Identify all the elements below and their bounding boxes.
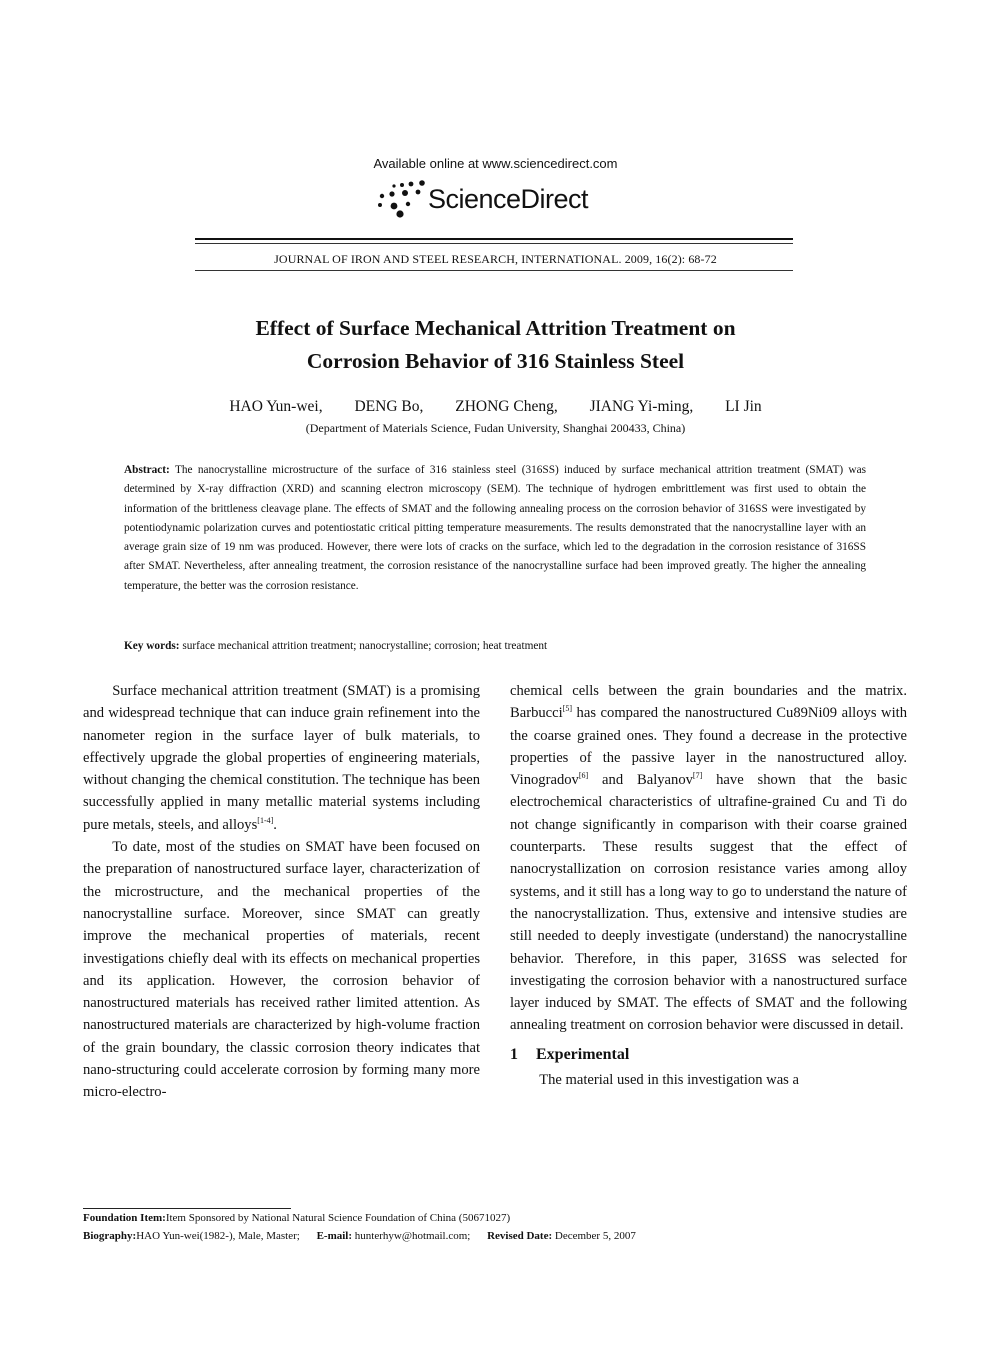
author-list xyxy=(0,398,991,416)
citation-ref: [6] xyxy=(578,771,589,781)
footnote-text: Item Sponsored by National Natural Science Foundation of China (50671027) xyxy=(165,1212,511,1224)
footnote-email: hunterhyw@hotmail.com; xyxy=(354,1230,471,1242)
paragraph-text: chemical cells between the grain boundaries and the matrix. Barbucci xyxy=(510,683,907,722)
title-line-2: Corrosion Behavior of 316 Stainless Steel xyxy=(306,349,685,373)
paragraph: To date, most of the studies on SMAT have been focused on the preparation of nanostructured surface layer, characterization of the microstructure, and the mechanical properties of the nanocrystalline surface. Moreover, since SMAT can greatly improve the mechanical properties of materials, recent investigations chiefly deal with its effects on mechanical properties and its application. However, the corrosion behavior of nanostructured materials has received rather limited attention. As nanostructured materials are characterized by high-volume fraction of the grain boundary, the classic corrosion theory indicates that nano-structuring could accelerate corrosion by forming many more micro-electro- xyxy=(83,839,480,1101)
footnote-rule xyxy=(83,1208,291,1209)
header-rule-top-thin xyxy=(195,243,793,244)
section-number: 1 xyxy=(510,1045,518,1063)
author: LI Jin xyxy=(725,398,762,415)
keywords-text: surface mechanical attrition treatment; nanocrystalline; corrosion; heat treatment xyxy=(182,640,548,652)
sciencedirect-wordmark: ScienceDirect xyxy=(428,184,589,214)
paragraph xyxy=(510,680,907,1037)
available-online-text: Available online at www.sciencedirect.com xyxy=(373,156,618,171)
citation-ref: [7] xyxy=(692,771,703,781)
footnote-text: HAO Yun-wei(1982-), Male, Master; xyxy=(136,1230,300,1242)
author: ZHONG Cheng, xyxy=(455,398,558,415)
footnote-foundation xyxy=(83,1212,913,1224)
paper-title xyxy=(100,312,891,378)
section-title: Experimental xyxy=(536,1045,630,1063)
abstract xyxy=(124,461,866,596)
header-rule-top xyxy=(195,238,793,240)
paragraph xyxy=(83,680,480,836)
paragraph-text: have shown that the basic electrochemical characteristics of ultrafine-grained Cu and Ti do not change significantly in comparison with their coarse grained counterparts. These results suggest that the effect of nanocrystallization on corrosion resistance varies among alloy systems, and it still has a long way to go to understand the nature of the nanocrystallization. Thus, extensive and intensive studies are still needed to deeply investigate (understand) the nanocrystalline behavior. Therefore, in this paper, 316SS was selected for investigating the corrosion behavior with a nanostructured surface layer induced by SMAT. The effects of SMAT and the following annealing treatment on corrosion behavior were discussed in detail. xyxy=(510,772,907,1034)
footnote-label: Revised Date: xyxy=(487,1230,553,1242)
title-line-1: Effect of Surface Mechanical Attrition Treatment on xyxy=(255,316,736,340)
paragraph-text: has compared the nanostructured Cu89Ni09 alloys with the coarse grained ones. They found a decrease in the protective properties of the passive layer in the nanostructured alloy. Vinogradov xyxy=(510,705,907,789)
journal-citation: JOURNAL OF IRON AND STEEL RESEARCH, INTERNATIONAL. 2009, 16(2): 68-72 xyxy=(274,252,717,266)
keywords xyxy=(124,640,866,652)
keywords-label: Key words: xyxy=(124,640,180,652)
body-column-left xyxy=(83,680,480,1104)
section-heading xyxy=(510,1043,907,1067)
affiliation: (Department of Materials Science, Fudan University, Shanghai 200433, China) xyxy=(305,421,686,435)
author: DENG Bo, xyxy=(354,398,424,415)
abstract-label: Abstract: xyxy=(124,464,170,476)
citation-ref: [5] xyxy=(562,704,573,714)
paragraph-text: . xyxy=(273,816,277,833)
sciencedirect-logo xyxy=(372,180,622,224)
footnote-biography xyxy=(83,1230,913,1242)
author: JIANG Yi-ming, xyxy=(589,398,694,415)
citation-ref: [1-4] xyxy=(257,815,274,825)
abstract-text: The nanocrystalline microstructure of the surface of 316 stainless steel (316SS) induced by surface mechanical attrition treatment (SMAT) was determined by X-ray diffraction (XRD) and scanning electron microscopy (SEM). The technique of hydrogen embrittlement was first used to obtain the information of the brittleness cleavage plane. The effects of SMAT and the following annealing process on the corrosion behavior of 316SS were investigated by potentiodynamic polarization curves and potentiostatic critical pitting temperature measurements. The results demonstrated that the nanocrystalline layer with an average grain size of 19 nm was produced. However, there were lots of cracks on the surface, which led to the degradation in the corrosion resistance of 316SS after SMAT. Nevertheless, after annealing treatment, the corrosion resistance of the nanocrystalline surface had been improved greatly. The higher the annealing temperature, the better was the corrosion resistance. xyxy=(124,464,867,592)
footnote-label: Biography: xyxy=(83,1230,137,1242)
header-rule-bottom xyxy=(195,270,793,271)
paragraph: The material used in this investigation was a xyxy=(539,1071,799,1088)
footnote-label: E-mail: xyxy=(316,1230,353,1242)
footnote-text: December 5, 2007 xyxy=(554,1230,636,1242)
footnote-label: Foundation Item: xyxy=(83,1212,166,1224)
paragraph-text: and Balyanov xyxy=(588,772,693,789)
body-column-right xyxy=(510,680,907,1091)
paragraph-text: Surface mechanical attrition treatment (SMAT) is a promising and widespread technique that can induce grain refinement into the nanometer region in the surface layer of bulk materials, to effectively upgrade the global properties of engineering materials, without changing the chemical constitution. The technique has been successfully applied in many metallic material systems including pure metals, steels, and alloys xyxy=(83,683,480,833)
author: HAO Yun-wei, xyxy=(229,398,323,415)
sciencedirect-dots-icon xyxy=(372,180,428,220)
